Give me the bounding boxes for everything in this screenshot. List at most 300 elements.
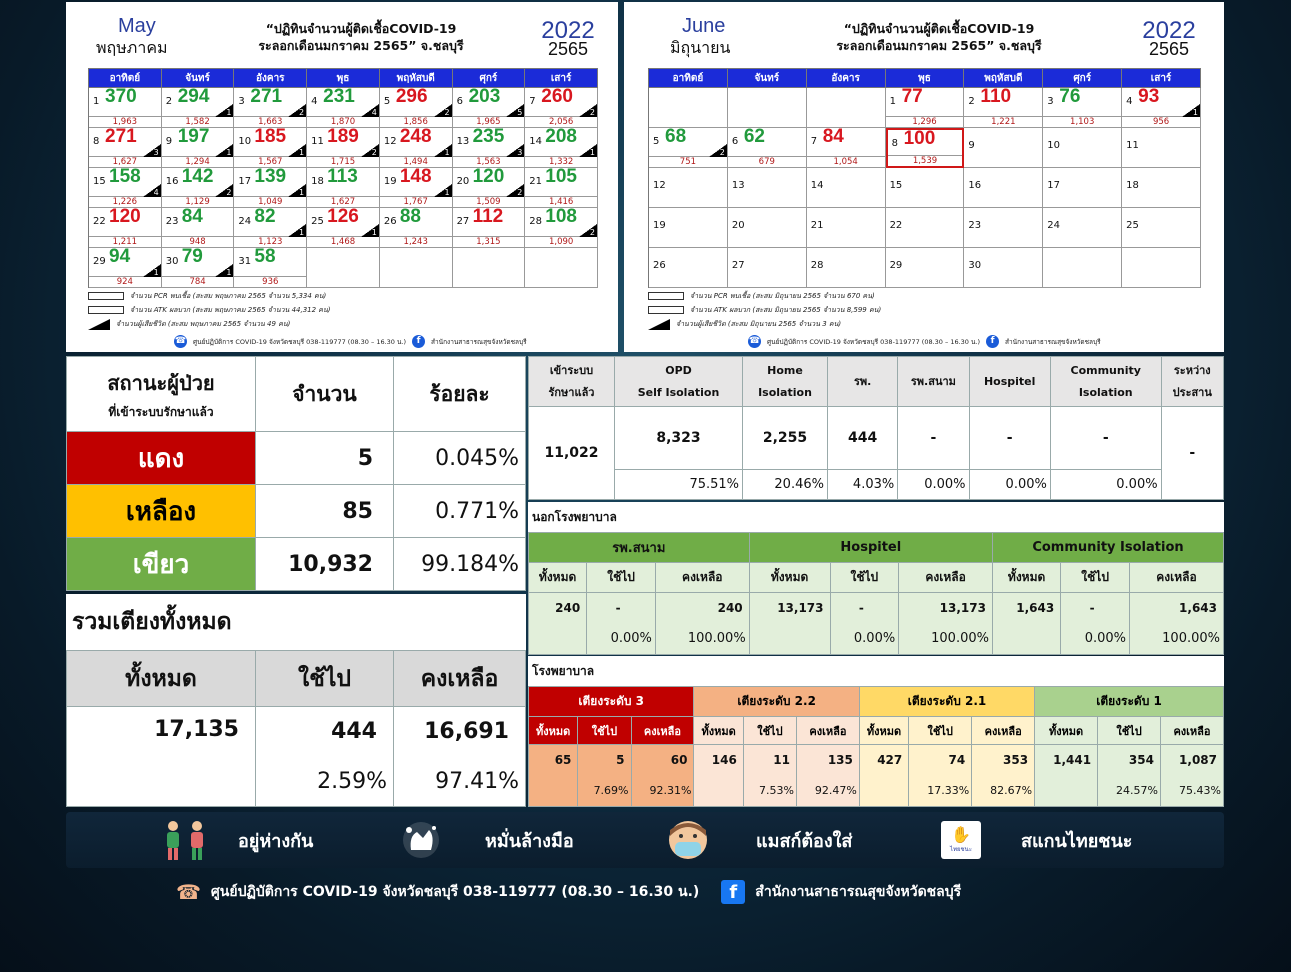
atk-count: 2,056 — [525, 116, 597, 127]
death-marker — [506, 144, 524, 157]
weekday-header: อาทิตย์ — [89, 69, 162, 88]
day-number: 2 — [968, 96, 975, 107]
calendar-day-cell — [162, 128, 235, 168]
weekday-header: เสาร์ — [525, 69, 598, 88]
phone-icon: ☎ — [748, 336, 761, 346]
day-number: 15 — [93, 176, 106, 187]
calendar-day-cell — [89, 88, 162, 128]
death-marker — [361, 144, 379, 157]
death-marker — [579, 224, 597, 237]
hospital-value: 11 — [743, 745, 796, 776]
calendar-day-cell — [453, 168, 526, 208]
outside-hospital-panel — [528, 502, 1224, 654]
day-number: 3 — [238, 96, 245, 107]
may-title — [206, 20, 516, 54]
beds-remain-header: คงเหลือ — [394, 651, 526, 707]
calendar-day-cell — [525, 168, 598, 208]
day-number: 18 — [311, 176, 324, 187]
day-number: 23 — [165, 216, 179, 227]
hospital-value: 427 — [859, 745, 908, 776]
calendar-day-cell — [307, 248, 380, 288]
death-marker — [215, 184, 233, 197]
treat-header-line1: เข้าระบบ — [549, 363, 594, 377]
death-count: 1 — [589, 148, 595, 157]
atk-count: 1,243 — [380, 236, 452, 247]
pcr-count: 185 — [254, 128, 287, 147]
calendar-day-cell — [162, 208, 235, 248]
banner-label-mask: แมสก์ต้องใส่ — [756, 830, 853, 852]
pcr-count: 112 — [472, 208, 504, 227]
banner-item-handwash — [356, 820, 626, 860]
day-number: 15 — [889, 180, 903, 191]
day-number: 1 — [889, 96, 896, 107]
day-number: 9 — [165, 136, 173, 147]
death-count: 1 — [1192, 108, 1198, 117]
beds-total-header: ทั้งหมด — [67, 651, 256, 707]
hospital-sub-header: ใช้ไป — [1098, 717, 1161, 745]
treat-pending-value: - — [1161, 407, 1223, 500]
death-marker — [143, 144, 161, 157]
pcr-count: 77 — [901, 88, 923, 107]
june-year: 2022 — [1142, 17, 1196, 44]
day-number: 4 — [1126, 96, 1133, 107]
outside-value: - — [1061, 593, 1130, 624]
day-number: 10 — [1047, 140, 1061, 151]
pcr-count: 142 — [181, 168, 214, 187]
may-legend-death: จำนวนผู้เสียชีวิต (สะสม พฤษภาคม 2565 จำนวน 49 คน) — [116, 320, 291, 328]
hospital-value: 1,087 — [1160, 745, 1223, 776]
calendar-day-cell — [728, 208, 807, 248]
atk-count: 784 — [162, 276, 234, 287]
day-number: 28 — [529, 216, 543, 227]
facebook-icon: f — [721, 880, 745, 904]
calendar-day-cell — [89, 208, 162, 248]
day-number: 1 — [93, 96, 100, 107]
calendar-day-cell — [380, 248, 453, 288]
treat-header — [827, 357, 897, 407]
outside-value: - — [830, 593, 899, 624]
pcr-count: 84 — [822, 128, 844, 147]
calendar-day-cell — [380, 128, 453, 168]
calendar-day-cell — [380, 208, 453, 248]
weekday-header: พฤหัสบดี — [964, 69, 1043, 88]
death-count: 2 — [589, 228, 595, 237]
hospital-value: 354 — [1098, 745, 1161, 776]
hospital-group-header: เตียงระดับ 3 — [529, 687, 694, 717]
death-count: 3 — [517, 148, 523, 157]
day-number: 20 — [731, 220, 745, 231]
treat-header — [1050, 357, 1161, 407]
status-row-red — [67, 432, 526, 485]
pcr-count: 158 — [109, 168, 141, 187]
pcr-count: 94 — [109, 248, 131, 267]
weekday-header: อาทิตย์ — [649, 69, 728, 88]
weekday-header: เสาร์ — [1122, 69, 1201, 88]
death-count: 1 — [226, 268, 232, 277]
hospital-value: 146 — [694, 745, 743, 776]
calendar-day-cell — [728, 168, 807, 208]
treat-hospital-pct: 4.03% — [827, 469, 897, 499]
day-number: 21 — [810, 220, 824, 231]
treat-header — [1161, 357, 1223, 407]
day-number: 24 — [1047, 220, 1061, 231]
treat-header-line2: รักษาแล้ว — [548, 385, 595, 399]
atk-count: 936 — [234, 276, 306, 287]
outside-sub-header: ใช้ไป — [1061, 563, 1130, 593]
pcr-count: 231 — [323, 88, 355, 107]
hospital-value: 60 — [631, 745, 694, 776]
calendar-day-cell — [649, 168, 728, 208]
death-marker — [361, 224, 379, 237]
hospital-sub-header: ทั้งหมด — [529, 717, 578, 745]
weekday-header: จันทร์ — [162, 69, 235, 88]
beds-used-header: ใช้ไป — [256, 651, 394, 707]
calendar-day-cell — [525, 128, 598, 168]
contact-bar — [176, 880, 961, 904]
calendar-day-cell — [807, 248, 886, 288]
hospital-pct: 92.31% — [631, 776, 694, 807]
outside-pct: 0.00% — [1061, 624, 1130, 655]
hospital-sub-header: คงเหลือ — [972, 717, 1035, 745]
death-count: 1 — [153, 268, 159, 277]
day-number: 19 — [653, 220, 666, 231]
day-number: 2 — [165, 96, 173, 107]
weekday-header: อังคาร — [234, 69, 307, 88]
calendar-day-cell — [162, 168, 235, 208]
calendar-day-cell — [1122, 168, 1201, 208]
death-count: 3 — [153, 148, 159, 157]
may-title-line2: ระลอกเดือนมกราคม 2565” จ.ชลบุรี — [258, 38, 464, 53]
status-label-red: แดง — [67, 432, 256, 485]
pcr-count: 248 — [399, 128, 432, 147]
status-pct-green: 99.184% — [394, 538, 526, 591]
hospital-pct: 75.43% — [1160, 776, 1223, 807]
hospital-value: 74 — [909, 745, 972, 776]
may-calendar — [66, 2, 618, 352]
day-number: 21 — [529, 176, 543, 187]
death-marker — [579, 144, 597, 157]
hospital-sub-header: ทั้งหมด — [1035, 717, 1098, 745]
atk-count: 1,567 — [234, 156, 306, 167]
outside-pct: 100.00% — [1130, 624, 1224, 655]
mask-icon — [666, 818, 710, 862]
contact-facebook: สำนักงานสาธารณสุขจังหวัดชลบุรี — [755, 884, 962, 900]
day-number: 7 — [529, 96, 536, 107]
death-count: 1 — [226, 108, 232, 117]
status-label-yellow: เหลือง — [67, 485, 256, 538]
outside-sub-header: ใช้ไป — [830, 563, 899, 593]
pcr-count: 76 — [1059, 88, 1081, 107]
death-marker — [434, 184, 452, 197]
day-number: 11 — [311, 136, 324, 147]
outside-value: 240 — [529, 593, 587, 624]
calendar-day-cell — [886, 248, 965, 288]
atk-count: 1,103 — [1043, 116, 1121, 127]
june-footer-facebook: สำนักงานสาธารณสุขจังหวัดชลบุรี — [1005, 337, 1101, 346]
day-number: 16 — [165, 176, 179, 187]
banner-item-mask — [626, 818, 901, 862]
pcr-count: 110 — [980, 88, 1012, 107]
percent-header: ร้อยละ — [394, 357, 526, 432]
treat-hospitel-value: - — [969, 407, 1050, 469]
hospital-pct — [694, 776, 743, 807]
outside-group-header: Hospitel — [749, 533, 992, 563]
calendar-day-cell — [964, 128, 1043, 168]
banner-label-handwash: หมั่นล้างมือ — [485, 830, 574, 852]
atk-count: 1,468 — [307, 236, 379, 247]
treat-hospital-value: 444 — [827, 407, 897, 469]
death-marker — [1182, 104, 1200, 117]
beds-total-value: 17,135 — [67, 707, 256, 807]
day-number: 26 — [383, 216, 397, 227]
outside-value: - — [587, 593, 656, 624]
status-row-yellow — [67, 485, 526, 538]
calendar-day-cell — [649, 128, 728, 168]
calendar-day-cell — [807, 208, 886, 248]
calendar-day-cell — [453, 128, 526, 168]
outside-value: 240 — [655, 593, 749, 624]
atk-count: 1,563 — [453, 156, 525, 167]
atk-count: 1,416 — [525, 196, 597, 207]
facebook-icon: f — [412, 335, 425, 348]
atk-count: 1,965 — [453, 116, 525, 127]
outside-sub-header: ทั้งหมด — [529, 563, 587, 593]
hospital-sub-header: ใช้ไป — [743, 717, 796, 745]
treat-opd-value: 8,323 — [615, 407, 743, 469]
pcr-count: 197 — [177, 128, 210, 147]
day-number: 29 — [93, 256, 106, 267]
day-number: 27 — [731, 260, 745, 271]
calendar-day-cell — [649, 248, 728, 288]
beds-used-value: 444 — [256, 707, 394, 757]
atk-count: 1,123 — [234, 236, 306, 247]
treat-header-line2: ประสาน — [1172, 385, 1212, 399]
death-count: 1 — [444, 148, 450, 157]
treat-home-pct: 20.46% — [743, 469, 828, 499]
atk-count: 948 — [162, 236, 234, 247]
pcr-count: 271 — [250, 88, 283, 107]
treat-home-value: 2,255 — [743, 407, 828, 469]
day-number: 30 — [165, 256, 179, 267]
june-grid — [648, 68, 1201, 288]
outside-sub-header: ทั้งหมด — [992, 563, 1060, 593]
calendar-day-cell — [1043, 248, 1122, 288]
calendar-day-cell — [307, 88, 380, 128]
hospital-title: โรงพยาบาล — [532, 664, 595, 678]
death-marker — [434, 104, 452, 117]
pcr-count: 113 — [327, 168, 358, 187]
status-count-yellow: 85 — [256, 485, 394, 538]
may-month-en: May — [118, 15, 156, 37]
calendar-day-cell — [453, 88, 526, 128]
death-count: 2 — [589, 108, 595, 117]
treat-header — [615, 357, 743, 407]
thaichana-text: ไทยชนะ — [950, 846, 972, 853]
death-count: 4 — [371, 108, 377, 117]
calendar-day-cell — [234, 128, 307, 168]
death-count: 1 — [299, 228, 305, 237]
treat-hospitel-pct: 0.00% — [969, 469, 1050, 499]
calendar-day-cell — [1043, 168, 1122, 208]
pcr-count: 208 — [545, 128, 577, 147]
day-number: 23 — [968, 220, 982, 231]
day-number: 20 — [456, 176, 470, 187]
weekday-header: ศุกร์ — [453, 69, 526, 88]
calendar-day-cell — [1122, 128, 1201, 168]
outside-pct: 0.00% — [587, 624, 656, 655]
treat-header — [898, 357, 969, 407]
day-number: 6 — [731, 136, 739, 147]
calendar-day-cell — [728, 88, 807, 128]
calendar-day-cell — [380, 88, 453, 128]
atk-count: 1,539 — [888, 155, 963, 166]
outside-pct — [529, 624, 587, 655]
pcr-count: 120 — [472, 168, 505, 187]
banner-item-thaichana — [901, 821, 1132, 859]
hospital-sub-header: ใช้ไป — [909, 717, 972, 745]
outside-value: 13,173 — [749, 593, 830, 624]
pcr-count: 260 — [541, 88, 573, 107]
hospital-sub-header: ใช้ไป — [578, 717, 631, 745]
death-count: 2 — [517, 188, 523, 197]
calendar-day-cell — [964, 168, 1043, 208]
treat-header-line1: Hospitel — [983, 374, 1036, 388]
contact-phone: ศูนย์ปฏิบัติการ COVID-19 จังหวัดชลบุรี 038-119777 (08.30 – 16.30 น.) — [210, 884, 700, 900]
calendar-day-cell — [728, 128, 807, 168]
treat-header-line1: Community — [1070, 363, 1141, 377]
atk-count: 1,090 — [525, 236, 597, 247]
may-footer-phone: ศูนย์ปฏิบัติการ COVID-19 จังหวัดชลบุรี 038-119777 (08.30 – 16.30 น.) — [193, 337, 407, 346]
pcr-count: 294 — [177, 88, 210, 107]
atk-count: 1,315 — [453, 236, 525, 247]
day-number: 13 — [456, 136, 470, 147]
calendar-day-cell — [964, 88, 1043, 128]
treat-header-line2: Self Isolation — [637, 385, 720, 399]
atk-legend-box — [88, 306, 124, 314]
calendar-day-cell — [886, 208, 965, 248]
death-marker — [579, 104, 597, 117]
june-title — [774, 20, 1104, 54]
june-title-line1: “ปฏิทินจำนวนผู้ติดเชื้อCOVID-19 — [843, 21, 1035, 36]
calendar-day-cell — [964, 208, 1043, 248]
pcr-count: 120 — [109, 208, 141, 227]
calendar-day-cell — [1043, 208, 1122, 248]
atk-count: 1,129 — [162, 196, 234, 207]
death-legend-triangle — [648, 319, 670, 330]
outside-value: 1,643 — [992, 593, 1060, 624]
day-number: 4 — [311, 96, 318, 107]
outside-group-header: Community Isolation — [992, 533, 1223, 563]
death-count: 2 — [719, 148, 725, 157]
hospital-value: 353 — [972, 745, 1035, 776]
atk-count: 924 — [89, 276, 161, 287]
atk-count: 956 — [1122, 116, 1200, 127]
death-count: 1 — [299, 188, 305, 197]
hospital-value: 65 — [529, 745, 578, 776]
day-number: 19 — [383, 176, 397, 187]
hospital-pct — [859, 776, 908, 807]
hospital-sub-header: คงเหลือ — [631, 717, 694, 745]
calendar-day-cell — [1043, 88, 1122, 128]
june-year-th: 2565 — [1148, 39, 1190, 59]
death-count: 1 — [226, 148, 232, 157]
day-number: 16 — [968, 180, 982, 191]
pcr-count: 148 — [399, 168, 432, 187]
treatment-table — [528, 356, 1224, 500]
outside-value: 13,173 — [899, 593, 993, 624]
june-legend-atk: จำนวน ATK ผลบวก (สะสม มิถุนายน 2565 จำนวน 8,599 คน) — [690, 306, 882, 314]
beds-total-panel — [66, 594, 526, 806]
may-month-th: พฤษภาคม — [96, 38, 168, 57]
treat-header-line2: Isolation — [1078, 385, 1133, 399]
hospital-pct: 24.57% — [1098, 776, 1161, 807]
day-number: 17 — [238, 176, 252, 187]
june-title-line2: ระลอกเดือนมกราคม 2565” จ.ชลบุรี — [836, 38, 1042, 53]
treat-header — [529, 357, 615, 407]
hospital-pct — [529, 776, 578, 807]
pcr-count: 100 — [903, 128, 936, 149]
hospital-value: 135 — [796, 745, 859, 776]
calendar-day-cell — [380, 168, 453, 208]
phone-icon: ☎ — [174, 336, 187, 346]
atk-count: 1,582 — [162, 116, 234, 127]
day-number: 7 — [810, 136, 818, 147]
day-number: 27 — [456, 216, 470, 227]
hospital-sub-header: ทั้งหมด — [859, 717, 908, 745]
day-number: 25 — [1126, 220, 1139, 231]
death-count: 1 — [444, 188, 450, 197]
june-month-en: June — [682, 15, 726, 37]
pcr-count: 58 — [254, 248, 276, 267]
calendar-day-cell — [453, 208, 526, 248]
june-footer — [748, 335, 1101, 348]
treat-header — [969, 357, 1050, 407]
may-title-line1: “ปฏิทินจำนวนผู้ติดเชื้อCOVID-19 — [265, 21, 457, 36]
death-count: 4 — [153, 188, 159, 197]
pcr-count: 370 — [105, 88, 137, 107]
death-marker — [434, 144, 452, 157]
pcr-count: 108 — [545, 208, 577, 227]
calendar-day-cell — [525, 248, 598, 288]
hospital-group-header: เตียงระดับ 2.2 — [694, 687, 859, 717]
atk-count: 1,296 — [886, 116, 964, 127]
outside-title: นอกโรงพยาบาล — [532, 510, 617, 524]
atk-count: 1,870 — [307, 116, 379, 127]
calendar-day-cell — [89, 248, 162, 288]
atk-count: 1,856 — [380, 116, 452, 127]
pcr-count: 203 — [468, 88, 501, 107]
day-number: 24 — [238, 216, 252, 227]
atk-count: 1,211 — [89, 236, 161, 247]
pcr-count: 62 — [743, 128, 765, 147]
calendar-day-cell — [807, 88, 886, 128]
atk-count: 1,627 — [307, 196, 379, 207]
atk-count: 1,221 — [964, 116, 1042, 127]
treat-opd-pct: 75.51% — [615, 469, 743, 499]
day-number: 12 — [383, 136, 397, 147]
atk-count: 1,332 — [525, 156, 597, 167]
death-marker — [288, 104, 306, 117]
death-marker — [288, 184, 306, 197]
pcr-count: 271 — [105, 128, 137, 147]
phone-icon: ☎ — [176, 880, 201, 904]
death-marker — [288, 144, 306, 157]
atk-count: 1,049 — [234, 196, 306, 207]
pcr-count: 126 — [327, 208, 359, 227]
atk-count: 679 — [728, 156, 806, 167]
may-year-th: 2565 — [547, 39, 589, 59]
outside-value: 1,643 — [1130, 593, 1224, 624]
